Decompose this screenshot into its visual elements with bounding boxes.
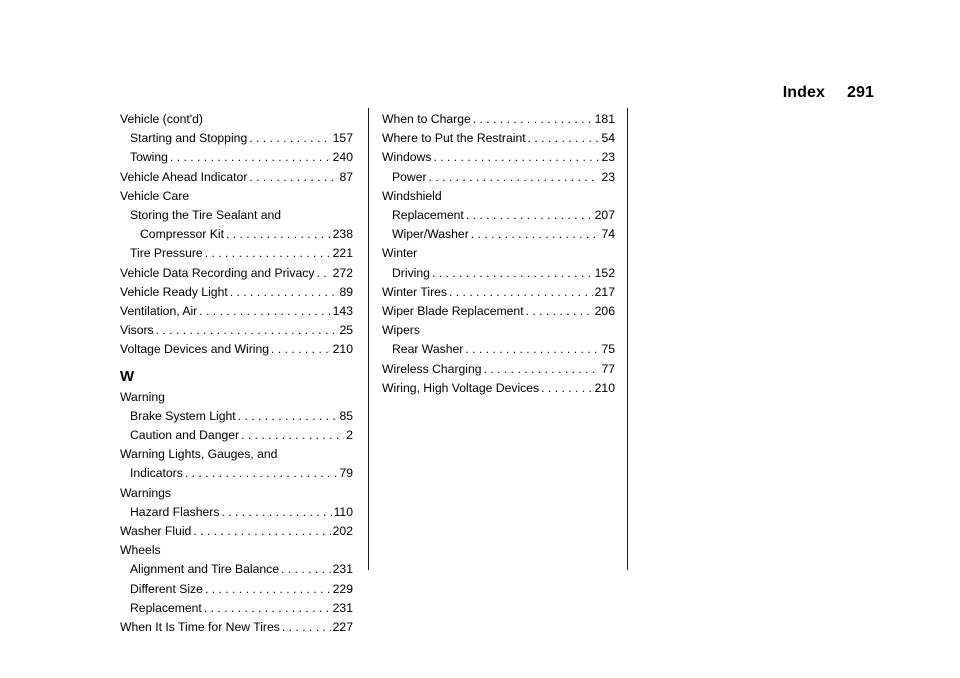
entry-page: 79 [339, 466, 353, 481]
entry-label: Replacement [392, 208, 464, 223]
leader-dots [449, 283, 593, 302]
leader-dots [249, 168, 337, 187]
index-entry [120, 464, 353, 483]
leader-dots [541, 379, 593, 398]
entry-page: 272 [332, 265, 353, 280]
leader-dots [484, 360, 600, 379]
entry-page: 89 [339, 284, 353, 299]
index-entry [382, 340, 615, 359]
entry-page: 157 [332, 131, 353, 146]
entry-label: Starting and Stopping [130, 131, 248, 146]
entry-label: Driving [392, 265, 430, 280]
entry-label: Ventilation, Air [120, 304, 198, 319]
index-entry [382, 168, 615, 187]
index-entry [120, 302, 353, 321]
index-entry [120, 283, 353, 302]
entry-page: 206 [594, 304, 615, 319]
index-entry [120, 522, 353, 541]
entry-page: 85 [339, 408, 353, 423]
index-entry [382, 283, 615, 302]
leader-dots [241, 426, 344, 445]
entry-label: When It Is Time for New Tires [120, 620, 280, 635]
leader-dots [205, 244, 331, 263]
index-heading: Wheels [120, 543, 161, 558]
leader-dots [281, 560, 331, 579]
index-entry [120, 129, 353, 148]
column-divider [627, 108, 628, 570]
index-entry [120, 225, 353, 244]
entry-page: 152 [594, 265, 615, 280]
column-divider [368, 108, 369, 570]
leader-dots [316, 264, 330, 283]
leader-dots [185, 464, 338, 483]
index-entry [120, 618, 353, 637]
entry-page: 23 [601, 150, 615, 165]
leader-dots [205, 580, 331, 599]
leader-dots [282, 618, 331, 637]
entry-page: 2 [346, 428, 353, 443]
index-entry [120, 340, 353, 359]
entry-page: 231 [332, 600, 353, 615]
entry-label: Indicators [130, 466, 183, 481]
section-title: Index [782, 84, 825, 101]
entry-page: 87 [339, 169, 353, 184]
leader-dots [170, 148, 331, 167]
index-entry [120, 264, 353, 283]
entry-label: Washer Fluid [120, 524, 192, 539]
index-heading: Wipers [382, 323, 420, 338]
entry-label: Tire Pressure [130, 246, 203, 261]
leader-dots [238, 407, 338, 426]
leader-dots [221, 503, 331, 522]
entry-page: 238 [332, 227, 353, 242]
entry-page: 240 [332, 150, 353, 165]
entry-label: Wireless Charging [382, 361, 482, 376]
index-entry [120, 148, 353, 167]
index-heading: Vehicle Care [120, 188, 190, 203]
index-heading: Vehicle (cont'd) [120, 112, 203, 126]
entry-page: 217 [594, 284, 615, 299]
leader-dots [226, 225, 331, 244]
index-entry [382, 264, 615, 283]
entry-page: 210 [594, 380, 615, 395]
entry-label: Wiper Blade Replacement [382, 304, 524, 319]
index-column-1 [120, 110, 353, 637]
leader-dots [271, 340, 331, 359]
entry-label: When to Charge [382, 112, 471, 126]
index-entry [382, 110, 615, 129]
index-letter-heading: W [120, 367, 135, 385]
index-entry [120, 244, 353, 263]
leader-dots [465, 340, 599, 359]
entry-page: 74 [601, 227, 615, 242]
entry-page: 207 [594, 208, 615, 223]
entry-label: Wiring, High Voltage Devices [382, 380, 540, 395]
leader-dots [156, 321, 338, 340]
entry-page: 54 [601, 131, 615, 146]
entry-label: Towing [130, 150, 168, 165]
entry-label: Caution and Danger [130, 428, 240, 443]
entry-page: 227 [332, 620, 353, 635]
index-entry [120, 503, 353, 522]
entry-label: Vehicle Data Recording and Privacy [120, 265, 315, 280]
index-heading: Warnings [120, 485, 172, 500]
entry-page: 75 [601, 342, 615, 357]
leader-dots [193, 522, 330, 541]
entry-label: Rear Washer [392, 342, 464, 357]
index-entry [120, 426, 353, 445]
entry-page: 77 [601, 361, 615, 376]
index-entry [120, 560, 353, 579]
entry-page: 181 [594, 112, 615, 126]
index-entry [382, 225, 615, 244]
leader-dots [429, 168, 600, 187]
entry-page: 143 [332, 304, 353, 319]
entry-label: Wiper/Washer [392, 227, 469, 242]
index-heading: Windshield [382, 188, 442, 203]
index-heading: Warning Lights, Gauges, and [120, 447, 278, 462]
leader-dots [432, 264, 593, 283]
leader-dots [466, 206, 593, 225]
leader-dots [473, 110, 593, 129]
entry-label: Voltage Devices and Wiring [120, 342, 270, 357]
page-number: 291 [847, 84, 874, 101]
index-entry [382, 148, 615, 167]
entry-page: 25 [339, 323, 353, 338]
leader-dots [199, 302, 330, 321]
entry-label: Compressor Kit [140, 227, 224, 242]
index-entry [382, 379, 615, 398]
entry-label: Winter Tires [382, 284, 448, 299]
entry-label: Power [392, 169, 427, 184]
index-entry [382, 129, 615, 148]
entry-label: Different Size [130, 581, 203, 596]
entry-page: 110 [333, 504, 353, 519]
index-entry [120, 580, 353, 599]
index-entry [382, 302, 615, 321]
leader-dots [249, 129, 330, 148]
index-subheading: Storing the Tire Sealant and [130, 208, 282, 223]
index-heading: Warning [120, 389, 165, 404]
leader-dots [433, 148, 599, 167]
entry-label: Windows [382, 150, 432, 165]
entry-page: 210 [332, 342, 353, 357]
entry-label: Alignment and Tire Balance [130, 562, 280, 577]
leader-dots [471, 225, 600, 244]
entry-label: Vehicle Ahead Indicator [120, 169, 248, 184]
index-heading: Winter [382, 246, 418, 261]
leader-dots [528, 129, 600, 148]
entry-label: Hazard Flashers [130, 504, 220, 519]
index-column-2 [382, 110, 615, 398]
index-entry [382, 206, 615, 225]
index-entry [120, 599, 353, 618]
index-entry [120, 321, 353, 340]
entry-page: 23 [601, 169, 615, 184]
index-entry [382, 360, 615, 379]
entry-page: 202 [332, 524, 353, 539]
entry-page: 221 [332, 246, 353, 261]
entry-page: 229 [332, 581, 353, 596]
entry-label: Replacement [130, 600, 202, 615]
page-header [783, 84, 874, 102]
leader-dots [526, 302, 593, 321]
entry-page: 231 [332, 562, 353, 577]
index-entry [120, 407, 353, 426]
entry-label: Visors [120, 323, 154, 338]
entry-label: Vehicle Ready Light [120, 284, 228, 299]
leader-dots [230, 283, 338, 302]
entry-label: Where to Put the Restraint [382, 131, 526, 146]
leader-dots [204, 599, 331, 618]
entry-label: Brake System Light [130, 408, 236, 423]
index-entry [120, 168, 353, 187]
